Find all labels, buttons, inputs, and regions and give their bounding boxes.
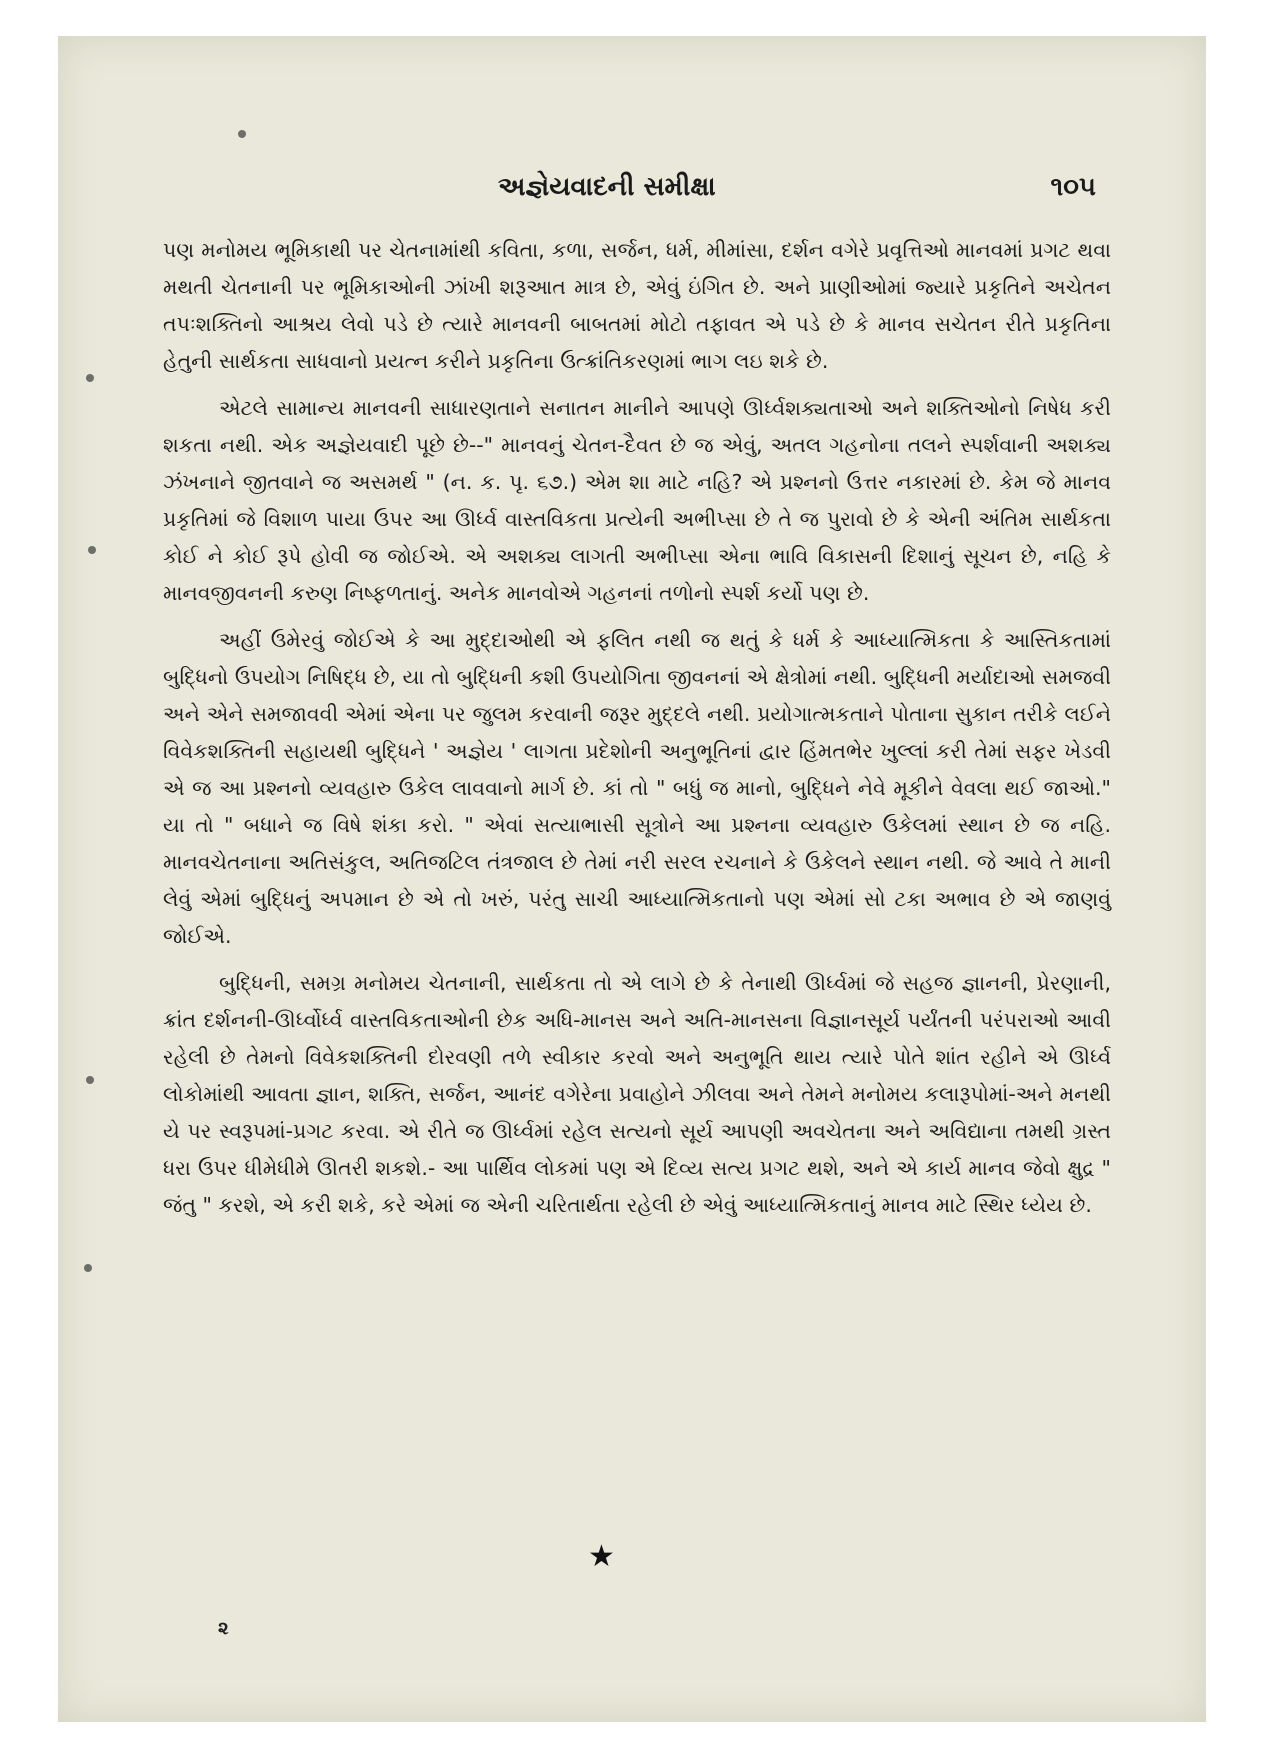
running-header — [58, 166, 1206, 216]
binding-hole — [86, 374, 94, 382]
paragraph-3: અહીં ઉમેરવું જોઈએ કે આ મુદ્દાઓથી એ ફલિત નથી જ થતું કે ધર્મ કે આધ્યાત્મિકતા કે આસ્તિકતામાં બુદ્ધિનો ઉપયોગ નિષિદ્ધ છે, યા તો બુદ્ધિની કશી ઉપયોગિતા જીવનનાં એ ક્ષેત્રોમાં નથી. બુદ્ધિની મર્યાદાઓ સમજવી અને એને સમજાવવી એમાં એના પર જુલમ કરવાની જરૂર મુદ્દલે નથી. પ્રયોગાત્મકતાને પોતાના સુકાન તરીકે લઈને વિવેકશક્તિની સહાયથી બુદ્ધિને ' અજ્ઞેય ' લાગતા પ્રદેશોની અનુભૂતિનાં દ્વાર હિંમતભેર ખુલ્લાં કરી તેમાં સફર ખેડવી એ જ આ પ્રશ્નનો વ્યવહારુ ઉકેલ લાવવાનો માર્ગ છે. કાં તો " બધું જ માનો, બુદ્ધિને નેવે મૂકીને વેવલા થઈ જાઓ." યા તો " બધાને જ વિષે શંકા કરો. " એવાં સત્યાભાસી સૂત્રોને આ પ્રશ્નના વ્યવહારુ ઉકેલમાં સ્થાન છે જ નહિ. માનવચેતનાના અતિસંકુલ, અતિજટિલ તંત્રજાલ છે તેમાં નરી સરલ રચનાને કે ઉકેલને સ્થાન નથી. જે આવે તે માની લેવું એમાં બુદ્ધિનું અપમાન છે એ તો ખરું, પરંતુ સાચી આધ્યાત્મિકતાનો પણ એમાં સો ટકા અભાવ છે એ જાણવું જોઈએ. — [163, 628, 1111, 948]
chapter-title: અજ્ઞેયવાદની સમીક્ષા — [498, 172, 716, 202]
page-number: ૧૦૫ — [1050, 172, 1096, 202]
signature-mark: ૨ — [218, 1618, 229, 1639]
paragraph-1: પણ મનોમય ભૂમિકાથી પર ચેતનામાંથી કવિતા, કળા, સર્જન, ધર્મ, મીમાંસા, દર્શન વગેરે પ્રવૃત્તિઓ માનવમાં પ્રગટ થવા મથતી ચેતનાની પર ભૂમિકાઓની ઝાંખી શરૂઆત માત્ર છે, એવું ઇંગિત છે. અને પ્રાણીઓમાં જ્યારે પ્રકૃતિને અચેતન તપઃશક્તિનો આશ્રય લેવો પડે છે ત્યારે માનવની બાબતમાં મોટો તફાવત એ પડે છે કે માનવ સચેતન રીતે પ્રકૃતિના હેતુની સાર્થકતા સાધવાનો પ્રયત્ન કરીને પ્રકૃતિના ઉત્ક્રાંતિકરણમાં ભાગ લઇ શકે છે. — [163, 238, 1111, 373]
paper-speck — [238, 130, 246, 138]
binding-hole — [84, 1264, 92, 1272]
paragraph-4: બુદ્ધિની, સમગ્ર મનોમય ચેતનાની, સાર્થકતા તો એ લાગે છે કે તેનાથી ઊર્ધ્વમાં જે સહજ જ્ઞાનની, પ્રેરણાની, ક્રાંત દર્શનની-ઊર્ધ્વોર્ધ્વ વાસ્તવિકતાઓની છેક અધિ-માનસ અને અતિ-માનસના વિજ્ઞાનસૂર્ય પર્યંતની પરંપરાઓ આવી રહેલી છે તેમનો વિવેકશક્તિની દોરવણી તળે સ્વીકાર કરવો અને અનુભૂતિ થાય ત્યારે પોતે શાંત રહીને એ ઊર્ધ્વ લોકોમાંથી આવતા જ્ઞાન, શક્તિ, સર્જન, આનંદ વગેરેના પ્રવાહોને ઝીલવા અને તેમને મનોમય કલારૂપોમાં-અને મનથી યે પર સ્વરૂપમાં-પ્રગટ કરવા. એ રીતે જ ઊર્ધ્વમાં રહેલ સત્યનો સૂર્ય આપણી અવચેતના અને અવિદ્યાના તમથી ગ્રસ્ત ધરા ઉપર ધીમેધીમે ઊતરી શકશે.- આ પાર્થિવ લોકમાં પણ એ દિવ્ય સત્ય પ્રગટ થશે, અને એ કાર્ય માનવ જેવો ક્ષુદ્ર " જંતુ " કરશે, એ કરી શકે, કરે એમાં જ એની ચરિતાર્થતા રહેલી છે એવું આધ્યાત્મિકતાનું માનવ માટે સ્થિર ધ્યેય છે. — [163, 971, 1111, 1217]
body-text — [163, 232, 1111, 1234]
paragraph-2: એટલે સામાન્ય માનવની સાધારણતાને સનાતન માનીને આપણે ઊર્ધ્વશક્યતાઓ અને શક્તિઓનો નિષેધ કરી શકતા નથી. એક અજ્ઞેયવાદી પૂછે છે--" માનવનું ચેતન-દૈવત છે જ એવું, અતલ ગહનોના તલને સ્પર્શવાની અશક્ય ઝંખનાને જીતવાને જ અસમર્થ " (ન. ક. પૃ. ૬૭.) એમ શા માટે નહિ? એ પ્રશ્નનો ઉત્તર નકારમાં છે. કેમ જે માનવ પ્રકૃતિમાં જે વિશાળ પાયા ઉપર આ ઊર્ધ્વ વાસ્તવિકતા પ્રત્યેની અભીપ્સા છે તે જ પુરાવો છે કે એની અંતિમ સાર્થકતા કોઈ ને કોઈ રૂપે હોવી જ જોઈએ. એ અશક્ય લાગતી અભીપ્સા એના ભાવિ વિકાસની દિશાનું સૂચન છે, નહિ કે માનવજીવનની કરુણ નિષ્ફળતાનું. અનેક માનવોએ ગહનનાં તળોનો સ્પર્શ કર્યો પણ છે. — [163, 396, 1112, 605]
page-sheet — [58, 36, 1206, 1722]
binding-hole — [86, 1076, 94, 1084]
end-star-icon: ★ — [588, 1539, 615, 1574]
binding-hole — [88, 546, 96, 554]
